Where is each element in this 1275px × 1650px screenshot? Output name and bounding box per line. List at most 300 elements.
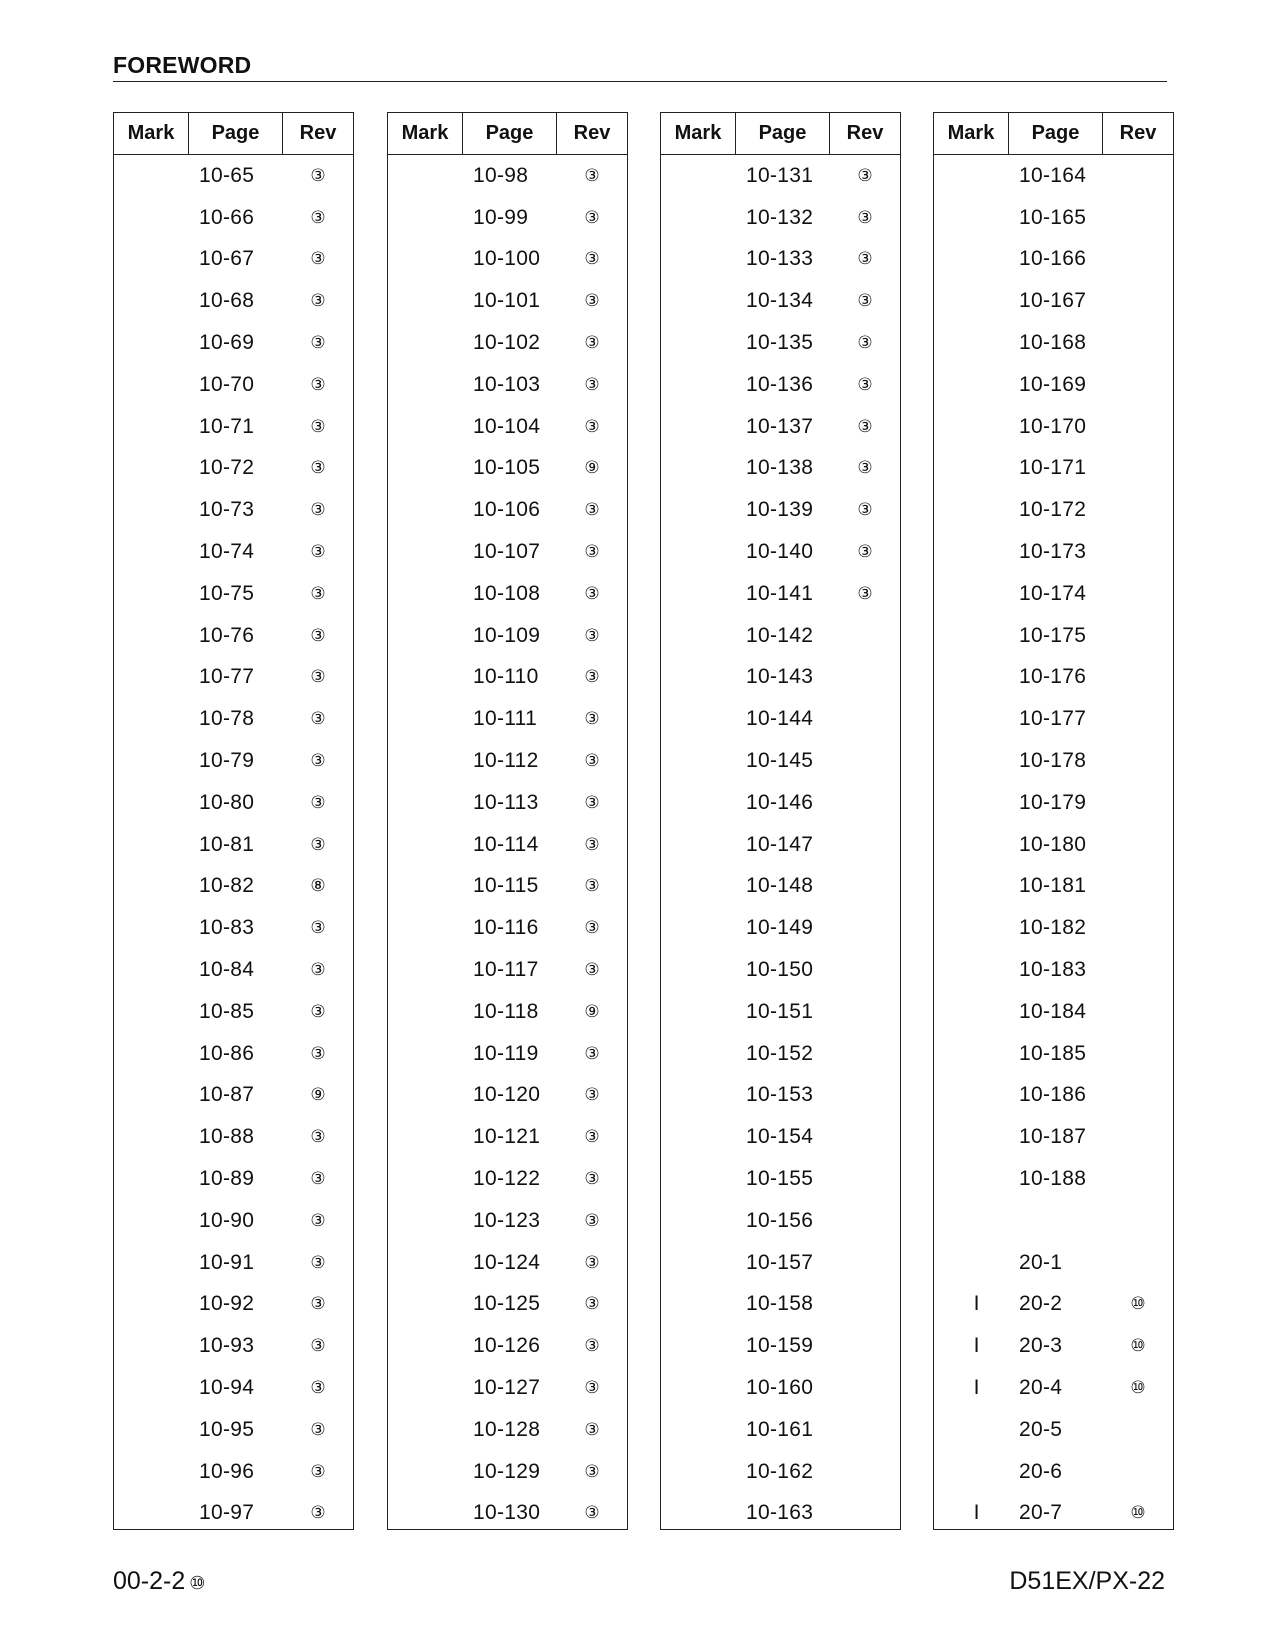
table-row <box>388 1451 627 1493</box>
row-rev: ③ <box>857 542 873 562</box>
row-page: 20-5 <box>1019 1417 1063 1441</box>
table-row <box>661 573 900 615</box>
table-row <box>934 364 1173 406</box>
row-page: 20-1 <box>1019 1250 1063 1274</box>
row-rev: ③ <box>310 291 326 311</box>
row-page: 10-81 <box>199 832 255 856</box>
row-rev: ③ <box>857 416 873 436</box>
table-row <box>934 1116 1173 1158</box>
table-row <box>114 573 353 615</box>
table-row <box>934 155 1173 197</box>
row-page: 10-90 <box>199 1208 255 1232</box>
header-page: Page <box>189 113 283 154</box>
row-rev: ⑩ <box>1130 1503 1146 1523</box>
table-row <box>661 280 900 322</box>
table-row <box>114 866 353 908</box>
row-page: 10-108 <box>473 581 541 605</box>
table-row <box>934 573 1173 615</box>
table-row <box>388 197 627 239</box>
footer-page-number <box>113 1567 205 1596</box>
row-page: 10-177 <box>1019 707 1087 731</box>
table-row <box>388 531 627 573</box>
row-rev: ③ <box>310 500 326 520</box>
row-page: 10-125 <box>473 1292 541 1316</box>
table-row <box>388 1325 627 1367</box>
table-row <box>661 1451 900 1493</box>
row-page: 10-133 <box>746 247 814 271</box>
row-page: 10-113 <box>473 790 539 814</box>
row-page: 20-2 <box>1019 1292 1063 1316</box>
table-row <box>934 991 1173 1033</box>
row-rev: ③ <box>310 792 326 812</box>
page-title: FOREWORD <box>113 52 252 78</box>
row-page: 10-152 <box>746 1041 814 1065</box>
row-page: 10-106 <box>473 498 541 522</box>
table-header <box>388 113 627 155</box>
header-mark: Mark <box>934 113 1009 154</box>
table-row <box>388 991 627 1033</box>
row-page: 10-157 <box>746 1250 814 1274</box>
table-row <box>114 531 353 573</box>
row-rev: ③ <box>584 1169 600 1189</box>
row-page: 10-93 <box>199 1334 255 1358</box>
table-row <box>934 907 1173 949</box>
row-page: 10-117 <box>473 958 539 982</box>
table-row <box>114 740 353 782</box>
row-page: 10-99 <box>473 205 529 229</box>
table-row <box>388 489 627 531</box>
row-rev: ⑩ <box>1130 1378 1146 1397</box>
row-page: 10-175 <box>1019 623 1087 647</box>
table-header <box>661 113 900 155</box>
table-row <box>661 531 900 573</box>
row-rev: ③ <box>310 1503 326 1523</box>
table-row <box>388 1075 627 1117</box>
row-rev: ③ <box>310 1169 326 1189</box>
table-row <box>114 1033 353 1075</box>
row-rev: ③ <box>584 918 600 938</box>
table-row <box>388 615 627 657</box>
row-page: 10-87 <box>199 1083 255 1107</box>
row-page: 10-172 <box>1019 498 1087 522</box>
row-page: 10-170 <box>1019 414 1087 438</box>
row-rev: ③ <box>310 165 326 185</box>
table-row <box>388 1158 627 1200</box>
table-row <box>114 1284 353 1326</box>
row-rev: ③ <box>584 1043 600 1063</box>
table-row <box>114 406 353 448</box>
row-mark: I <box>973 1334 980 1358</box>
row-page: 10-131 <box>746 163 814 187</box>
table-row <box>934 949 1173 991</box>
row-rev: ③ <box>310 1419 326 1439</box>
table-row <box>388 239 627 281</box>
table-row <box>114 1367 353 1409</box>
row-rev: ③ <box>584 1294 600 1314</box>
table-row <box>388 907 627 949</box>
table-row <box>934 1242 1173 1284</box>
row-rev: ③ <box>310 374 326 394</box>
header-mark: Mark <box>114 113 189 154</box>
row-page: 10-171 <box>1019 456 1087 480</box>
row-page: 10-124 <box>473 1250 541 1274</box>
row-rev: ⑨ <box>584 1001 600 1021</box>
row-page: 10-109 <box>473 623 541 647</box>
table-row <box>661 866 900 908</box>
row-rev: ③ <box>310 1001 326 1021</box>
row-page: 10-167 <box>1019 289 1087 313</box>
row-page: 10-187 <box>1019 1125 1087 1149</box>
table-row <box>388 1200 627 1242</box>
row-page: 10-88 <box>199 1125 255 1149</box>
table-row <box>934 531 1173 573</box>
table-row <box>114 155 353 197</box>
row-page: 10-82 <box>199 874 255 898</box>
row-rev: ③ <box>310 960 326 980</box>
row-page: 10-111 <box>473 707 538 731</box>
table-row <box>661 907 900 949</box>
table-row <box>661 489 900 531</box>
row-rev: ③ <box>310 667 326 687</box>
row-rev: ③ <box>584 1461 600 1481</box>
row-rev: ③ <box>310 709 326 729</box>
row-page: 10-182 <box>1019 916 1087 940</box>
table-row <box>388 1493 627 1535</box>
row-page: 10-148 <box>746 874 814 898</box>
row-page: 10-105 <box>473 456 541 480</box>
table-row <box>661 1284 900 1326</box>
row-page: 10-121 <box>473 1125 541 1149</box>
table-row <box>934 1075 1173 1117</box>
revision-table-2 <box>387 112 628 1530</box>
header-mark: Mark <box>388 113 463 154</box>
row-rev: ⑩ <box>1130 1294 1146 1314</box>
row-page: 20-3 <box>1019 1334 1063 1358</box>
row-page: 10-110 <box>473 665 539 689</box>
row-rev: ③ <box>584 876 600 896</box>
row-rev: ③ <box>857 500 873 520</box>
row-page: 10-164 <box>1019 163 1087 187</box>
row-rev: ③ <box>584 583 600 603</box>
row-rev: ③ <box>310 1336 326 1356</box>
table-row <box>661 406 900 448</box>
table-row <box>114 1158 353 1200</box>
row-page: 10-136 <box>746 372 814 396</box>
table-row <box>388 406 627 448</box>
row-rev: ③ <box>584 1336 600 1356</box>
table-row <box>661 657 900 699</box>
row-rev: ③ <box>310 1378 326 1397</box>
table-row <box>114 1493 353 1535</box>
row-page: 10-145 <box>746 749 814 773</box>
row-rev: ③ <box>584 960 600 980</box>
row-page: 10-185 <box>1019 1041 1087 1065</box>
row-page: 20-7 <box>1019 1501 1063 1525</box>
table-row <box>934 1493 1173 1535</box>
table-row <box>934 1409 1173 1451</box>
table-row <box>934 824 1173 866</box>
row-page: 10-179 <box>1019 790 1087 814</box>
row-rev: ③ <box>857 374 873 394</box>
table-row <box>661 364 900 406</box>
row-page: 10-120 <box>473 1083 541 1107</box>
header-page: Page <box>463 113 557 154</box>
table-row <box>934 615 1173 657</box>
row-rev: ③ <box>584 625 600 645</box>
row-rev: ③ <box>584 1503 600 1523</box>
table-row <box>114 489 353 531</box>
row-page: 10-74 <box>199 540 255 564</box>
row-page: 10-127 <box>473 1376 541 1399</box>
row-page: 10-79 <box>199 749 255 773</box>
row-page: 10-142 <box>746 623 814 647</box>
row-page: 10-150 <box>746 958 814 982</box>
row-page: 10-143 <box>746 665 814 689</box>
row-rev: ③ <box>857 165 873 185</box>
row-rev: ③ <box>857 249 873 269</box>
table-row <box>661 1200 900 1242</box>
row-page: 10-91 <box>199 1250 255 1274</box>
table-row <box>934 782 1173 824</box>
row-page: 10-115 <box>473 874 539 898</box>
table-row <box>661 991 900 1033</box>
row-rev: ③ <box>584 1419 600 1439</box>
row-page: 10-174 <box>1019 581 1087 605</box>
row-page: 20-6 <box>1019 1459 1063 1483</box>
row-rev: ③ <box>310 583 326 603</box>
row-page: 10-123 <box>473 1208 541 1232</box>
header-rev: Rev <box>573 122 611 144</box>
row-page: 10-72 <box>199 456 255 480</box>
table-row <box>934 866 1173 908</box>
table-row <box>661 448 900 490</box>
row-page: 10-116 <box>473 916 539 940</box>
row-rev: ③ <box>584 1210 600 1230</box>
row-page: 10-101 <box>473 289 541 313</box>
table-header <box>114 113 353 155</box>
row-page: 10-73 <box>199 498 255 522</box>
row-rev: ③ <box>310 1294 326 1314</box>
row-page: 10-176 <box>1019 665 1087 689</box>
row-page: 10-75 <box>199 581 255 605</box>
table-row <box>114 448 353 490</box>
table-row <box>934 1033 1173 1075</box>
footer-model: D51EX/PX-22 <box>1009 1567 1165 1595</box>
row-page: 10-130 <box>473 1501 541 1525</box>
row-rev: ③ <box>584 249 600 269</box>
table-row <box>114 239 353 281</box>
table-row <box>388 866 627 908</box>
row-page: 10-126 <box>473 1334 541 1358</box>
row-page: 10-85 <box>199 999 255 1023</box>
row-mark: I <box>973 1501 980 1525</box>
row-rev: ③ <box>584 667 600 687</box>
table-row <box>388 573 627 615</box>
table-row <box>114 1242 353 1284</box>
footer-rev-mark: ⑩ <box>189 1573 206 1593</box>
row-page: 10-163 <box>746 1501 814 1525</box>
row-page: 10-149 <box>746 916 814 940</box>
row-rev: ③ <box>584 1252 600 1272</box>
row-mark: I <box>973 1292 980 1316</box>
row-page: 10-178 <box>1019 749 1087 773</box>
table-row <box>934 657 1173 699</box>
table-row <box>388 1409 627 1451</box>
row-page: 10-112 <box>473 749 539 773</box>
table-row <box>388 155 627 197</box>
table-row <box>388 824 627 866</box>
row-page: 10-80 <box>199 790 255 814</box>
table-row <box>934 1325 1173 1367</box>
revision-table-3 <box>660 112 901 1530</box>
row-page: 20-4 <box>1019 1376 1063 1399</box>
row-page: 10-162 <box>746 1459 814 1483</box>
row-rev: ③ <box>310 918 326 938</box>
row-page: 10-137 <box>746 414 814 438</box>
table-row <box>661 615 900 657</box>
row-page: 10-119 <box>473 1041 539 1065</box>
table-row <box>934 1451 1173 1493</box>
row-page: 10-128 <box>473 1417 541 1441</box>
table-row <box>388 1284 627 1326</box>
row-rev: ③ <box>310 1127 326 1147</box>
table-row <box>661 1242 900 1284</box>
row-page: 10-83 <box>199 916 255 940</box>
row-rev: ⑨ <box>584 458 600 478</box>
row-rev: ③ <box>310 1461 326 1481</box>
row-rev: ③ <box>310 1210 326 1230</box>
table-row <box>114 991 353 1033</box>
row-page: 10-154 <box>746 1125 814 1149</box>
table-row <box>661 155 900 197</box>
row-page: 10-107 <box>473 540 541 564</box>
row-page: 10-71 <box>199 414 255 438</box>
table-row <box>114 322 353 364</box>
row-page: 10-92 <box>199 1292 255 1316</box>
table-row <box>388 698 627 740</box>
row-rev: ③ <box>584 500 600 520</box>
row-page: 10-159 <box>746 1334 814 1358</box>
table-row <box>114 364 353 406</box>
table-row <box>388 657 627 699</box>
header-page: Page <box>1009 113 1103 154</box>
row-page: 10-96 <box>199 1459 255 1483</box>
table-row <box>114 280 353 322</box>
row-rev: ③ <box>310 751 326 771</box>
table-row <box>114 782 353 824</box>
table-row <box>114 1075 353 1117</box>
row-rev: ③ <box>584 207 600 227</box>
table-row <box>934 1367 1173 1409</box>
table-row <box>114 197 353 239</box>
row-page: 10-66 <box>199 205 255 229</box>
row-rev: ③ <box>584 165 600 185</box>
row-page: 10-180 <box>1019 832 1087 856</box>
row-page: 10-84 <box>199 958 255 982</box>
row-rev: ③ <box>310 416 326 436</box>
table-row <box>934 1284 1173 1326</box>
row-page: 10-161 <box>746 1417 814 1441</box>
row-rev: ⑨ <box>310 1085 326 1105</box>
row-mark: I <box>973 1376 980 1399</box>
table-row <box>114 1451 353 1493</box>
row-rev: ③ <box>310 1252 326 1272</box>
row-rev: ③ <box>310 625 326 645</box>
row-rev: ③ <box>310 834 326 854</box>
table-row <box>114 1325 353 1367</box>
row-page: 10-169 <box>1019 372 1087 396</box>
table-row <box>388 1116 627 1158</box>
row-rev: ③ <box>584 751 600 771</box>
row-rev: ③ <box>584 1378 600 1397</box>
row-page: 10-95 <box>199 1417 255 1441</box>
row-page: 10-144 <box>746 707 814 731</box>
table-row <box>934 322 1173 364</box>
header-rev: Rev <box>846 122 884 144</box>
row-rev: ③ <box>310 207 326 227</box>
row-page: 10-102 <box>473 331 541 355</box>
row-page: 10-183 <box>1019 958 1087 982</box>
row-page: 10-160 <box>746 1376 814 1399</box>
row-rev: ③ <box>857 333 873 353</box>
table-row <box>934 740 1173 782</box>
table-row <box>661 1075 900 1117</box>
row-page: 10-94 <box>199 1376 255 1399</box>
table-row <box>114 1116 353 1158</box>
row-page: 10-118 <box>473 999 539 1023</box>
table-header <box>934 113 1173 155</box>
row-page: 10-140 <box>746 540 814 564</box>
table-row <box>661 1116 900 1158</box>
row-page: 10-78 <box>199 707 255 731</box>
header-page: Page <box>736 113 830 154</box>
row-rev: ③ <box>310 333 326 353</box>
header-rev: Rev <box>299 122 337 144</box>
table-row <box>661 239 900 281</box>
row-page: 10-134 <box>746 289 814 313</box>
row-page: 10-181 <box>1019 874 1087 898</box>
row-page: 10-86 <box>199 1041 255 1065</box>
table-row <box>661 1409 900 1451</box>
row-page: 10-129 <box>473 1459 541 1483</box>
table-row <box>934 197 1173 239</box>
row-rev: ③ <box>310 249 326 269</box>
table-row <box>388 1033 627 1075</box>
row-page: 10-146 <box>746 790 814 814</box>
row-page: 10-153 <box>746 1083 814 1107</box>
row-page: 10-100 <box>473 247 541 271</box>
row-page: 10-184 <box>1019 999 1087 1023</box>
table-row <box>934 280 1173 322</box>
row-page: 10-141 <box>746 581 814 605</box>
row-page: 10-103 <box>473 372 541 396</box>
row-page: 10-168 <box>1019 331 1087 355</box>
row-page: 10-98 <box>473 163 529 187</box>
table-row <box>661 197 900 239</box>
table-row <box>388 280 627 322</box>
table-row <box>661 1033 900 1075</box>
row-page: 10-65 <box>199 163 255 187</box>
row-rev: ③ <box>857 583 873 603</box>
table-row <box>388 322 627 364</box>
table-row <box>934 1158 1173 1200</box>
footer-page-text: 00-2-2 <box>113 1567 186 1595</box>
table-row <box>934 406 1173 448</box>
table-row <box>388 782 627 824</box>
row-rev: ③ <box>584 792 600 812</box>
row-rev: ③ <box>584 291 600 311</box>
table-row <box>934 1200 1173 1242</box>
